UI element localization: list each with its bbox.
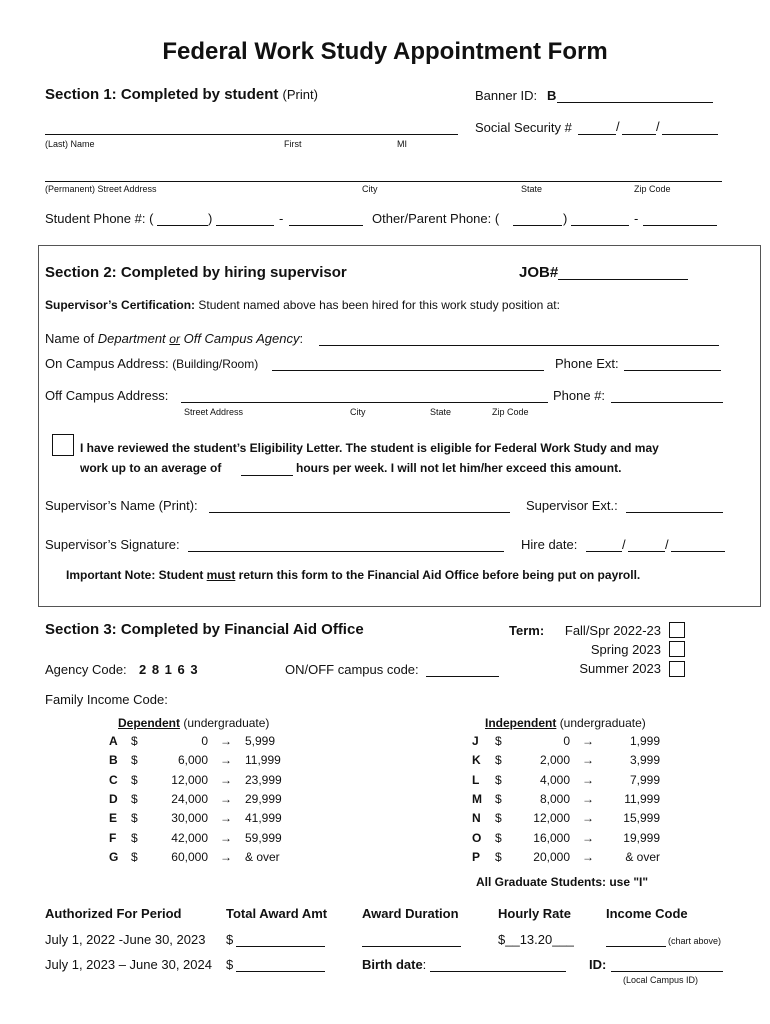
arrow-right-icon: → (220, 753, 232, 768)
supervisor-ext-field[interactable] (626, 512, 723, 513)
independent-heading (485, 716, 646, 730)
dependent-title: Dependent (118, 716, 181, 730)
department-field[interactable] (319, 345, 719, 346)
income-range-to: 7,999 (629, 772, 660, 787)
other-phone-line-field[interactable] (643, 225, 717, 226)
arrow-right-icon: → (582, 849, 594, 864)
supervisor-ext-label: Supervisor Ext.: (526, 498, 618, 513)
ssn-slash-2: / (656, 119, 660, 134)
income-code-letter: G (109, 849, 119, 864)
period-2022-2023: July 1, 2022 -June 30, 2023 (45, 932, 206, 947)
other-phone-paren: ) (563, 211, 568, 226)
income-range-from: 4,000 (539, 772, 570, 787)
income-range-from: 30,000 (171, 811, 208, 826)
on-campus-address-field[interactable] (272, 370, 544, 371)
department-prefix: Name of (45, 331, 98, 346)
income-code-letter: M (472, 791, 482, 806)
income-dollar-sign: $ (131, 830, 138, 845)
income-dollar-sign: $ (131, 811, 138, 826)
hourly-rate-value: $__13.20___ (498, 932, 574, 947)
department-label (45, 331, 303, 346)
off-zip-label: Zip Code (492, 407, 529, 417)
building-room-note: (Building/Room) (172, 357, 259, 371)
income-range-from: 16,000 (533, 830, 570, 845)
off-campus-phone-label: Phone #: (553, 388, 606, 403)
last-name-label: (Last) Name (45, 139, 95, 149)
ssn-label: Social Security # (475, 120, 572, 135)
banner-id-field[interactable] (557, 102, 713, 103)
hire-date-day-field[interactable] (628, 551, 665, 552)
street-address-label: (Permanent) Street Address (45, 184, 157, 194)
graduate-note: All Graduate Students: use "I" (476, 875, 649, 889)
income-dollar-sign: $ (131, 791, 138, 806)
income-code-field[interactable] (606, 946, 666, 947)
section1-heading (45, 86, 318, 103)
ssn-part2-field[interactable] (622, 134, 656, 135)
col-hourly-rate: Hourly Rate (498, 906, 571, 921)
hours-per-week-field[interactable] (241, 475, 293, 476)
certification-text: Student named above has been hired for this work study position at: (198, 298, 560, 312)
arrow-right-icon: → (220, 849, 232, 864)
income-range-from: 20,000 (533, 849, 570, 864)
income-range-from: 60,000 (171, 849, 208, 864)
income-code-letter: E (109, 811, 118, 826)
supervisor-signature-label: Supervisor’s Signature: (45, 537, 180, 552)
income-range-to: 11,999 (245, 753, 281, 768)
mi-label: MI (397, 139, 407, 149)
student-phone-area-field[interactable] (157, 225, 208, 226)
important-note-must: must (206, 568, 236, 582)
permanent-address-field[interactable] (45, 181, 722, 182)
other-phone-label: Other/Parent Phone: ( (372, 211, 500, 226)
on-campus-address-text: On Campus Address: (45, 356, 169, 371)
award-dollar-1: $ (226, 932, 234, 947)
income-range-to: 29,999 (245, 791, 282, 806)
income-dollar-sign: $ (495, 791, 502, 806)
off-campus-phone-field[interactable] (611, 402, 723, 403)
birth-date-label: Birth date: (362, 957, 427, 972)
income-range-from: 0 (201, 734, 208, 748)
income-code-letter: L (472, 772, 480, 787)
arrow-right-icon: → (220, 734, 232, 748)
dependent-heading (118, 716, 269, 730)
on-campus-address-label (45, 356, 258, 371)
chart-above-note: (chart above) (668, 936, 722, 946)
income-dollar-sign: $ (495, 830, 502, 845)
income-range-from: 42,000 (171, 830, 208, 845)
income-code-letter: J (472, 734, 479, 748)
department-colon: : (299, 331, 304, 346)
off-city-label: City (350, 407, 366, 417)
income-range-to: 1,999 (629, 734, 660, 748)
income-range-to: 15,999 (623, 811, 660, 826)
income-range-from: 0 (563, 734, 570, 748)
off-street-label: Street Address (184, 407, 244, 417)
income-code-letter: F (109, 830, 117, 845)
job-number-field[interactable] (558, 279, 688, 280)
arrow-right-icon: → (220, 791, 232, 806)
eligibility-checkbox[interactable] (52, 434, 74, 456)
onoff-campus-label: ON/OFF campus code: (285, 662, 419, 677)
income-code-letter: D (109, 791, 118, 806)
income-range-to: 19,999 (623, 830, 660, 845)
agency-code-label: Agency Code: (45, 662, 127, 677)
income-range-to: 59,999 (245, 830, 282, 845)
family-income-label: Family Income Code: (45, 692, 168, 707)
income-dollar-sign: $ (131, 849, 138, 864)
award-duration-field[interactable] (362, 946, 461, 947)
total-award-field-2[interactable] (236, 971, 325, 972)
agency-italic: Off Campus Agency (183, 331, 300, 346)
important-note (66, 568, 640, 582)
arrow-right-icon: → (582, 791, 594, 806)
arrow-right-icon: → (582, 772, 594, 787)
off-campus-address-field[interactable] (181, 402, 548, 403)
term-fall-spr-checkbox[interactable] (669, 622, 685, 638)
off-state-label: State (430, 407, 452, 417)
income-code-letter: O (472, 830, 482, 845)
income-code-letter: A (109, 734, 118, 748)
income-range-to: 3,999 (629, 753, 660, 768)
income-code-letter: B (109, 753, 118, 768)
income-range-to: & over (245, 849, 280, 864)
hire-date-label: Hire date: (521, 537, 578, 552)
income-range-from: 12,000 (533, 811, 570, 826)
income-range-to: 5,999 (245, 734, 276, 748)
off-campus-address-label: Off Campus Address: (45, 388, 169, 403)
other-phone-dash: - (634, 211, 639, 226)
independent-title: Independent (485, 716, 557, 730)
income-range-from: 2,000 (539, 753, 570, 768)
certification-line (45, 298, 560, 312)
term-label: Term: (509, 623, 545, 638)
income-dollar-sign: $ (131, 734, 138, 748)
important-note-b: return this form to the Financial Aid Office before being put on payroll. (235, 568, 641, 582)
birth-date-field[interactable] (430, 971, 566, 972)
student-phone-label: Student Phone #: ( (45, 211, 154, 226)
income-dollar-sign: $ (495, 734, 502, 748)
income-range-to: 23,999 (245, 772, 282, 787)
eligibility-line-2b: hours per week. I will not let him/her exceed this amount. (296, 461, 622, 475)
award-dollar-2: $ (226, 957, 234, 972)
income-range-from: 6,000 (177, 753, 208, 768)
department-italic: Department (97, 331, 166, 346)
arrow-right-icon: → (220, 811, 232, 826)
banner-id-prefix: B (547, 88, 557, 103)
ssn-part1-field[interactable] (578, 134, 616, 135)
arrow-right-icon: → (582, 830, 594, 845)
supervisor-name-field[interactable] (209, 512, 510, 513)
income-dollar-sign: $ (495, 811, 502, 826)
income-dollar-sign: $ (495, 753, 502, 768)
birth-date-text: Birth date (362, 957, 423, 972)
col-authorized-period: Authorized For Period (45, 906, 182, 921)
hire-date-year-field[interactable] (671, 551, 725, 552)
total-award-field-1[interactable] (236, 946, 325, 947)
term-fall-spr: Fall/Spr 2022-23 (564, 623, 661, 638)
agency-code-value: 2 8 1 6 3 (139, 662, 199, 677)
student-name-field[interactable] (45, 134, 458, 135)
section2-heading: Section 2: Completed by hiring supervisor (45, 264, 347, 281)
hire-date-slash-1: / (622, 537, 626, 552)
term-summer: Summer 2023 (579, 661, 661, 676)
term-spring: Spring 2023 (590, 642, 661, 657)
income-range-from: 12,000 (171, 772, 208, 787)
arrow-right-icon: → (582, 811, 594, 826)
page-title: Federal Work Study Appointment Form (162, 38, 608, 65)
independent-note: (undergraduate) (559, 716, 646, 730)
arrow-right-icon: → (582, 753, 594, 768)
local-id-label: ID: (589, 957, 607, 972)
city-label: City (362, 184, 378, 194)
other-phone-area-field[interactable] (513, 225, 562, 226)
supervisor-signature-field[interactable] (188, 551, 504, 552)
banner-id-label: Banner ID: (475, 88, 538, 103)
income-range-from: 24,000 (171, 791, 208, 806)
income-range-to: 11,999 (624, 791, 660, 806)
section3-heading: Section 3: Completed by Financial Aid Office (45, 621, 364, 638)
income-code-letter: N (472, 811, 481, 826)
section1-heading-text: Section 1: Completed by student (45, 86, 279, 103)
ssn-slash-1: / (616, 119, 620, 134)
phone-ext-field[interactable] (624, 370, 721, 371)
local-id-field[interactable] (611, 971, 723, 972)
arrow-right-icon: → (220, 772, 232, 787)
term-summer-checkbox[interactable] (669, 661, 685, 677)
local-campus-id-note: (Local Campus ID) (623, 975, 699, 985)
period-2023-2024: July 1, 2023 – June 30, 2024 (45, 957, 212, 972)
student-phone-paren: ) (208, 211, 213, 226)
zip-label: Zip Code (634, 184, 671, 194)
supervisor-name-label: Supervisor’s Name (Print): (45, 498, 198, 513)
col-income-code: Income Code (606, 906, 688, 921)
income-range-from: 8,000 (539, 791, 570, 806)
hire-date-month-field[interactable] (586, 551, 622, 552)
phone-ext-label: Phone Ext: (555, 356, 619, 371)
income-dollar-sign: $ (131, 753, 138, 768)
student-phone-line-field[interactable] (289, 225, 363, 226)
income-range-to: & over (625, 849, 660, 864)
arrow-right-icon: → (220, 830, 232, 845)
income-code-letter: K (472, 753, 481, 768)
col-award-duration: Award Duration (362, 906, 459, 921)
term-spring-checkbox[interactable] (669, 641, 685, 657)
income-dollar-sign: $ (495, 849, 502, 864)
income-dollar-sign: $ (495, 772, 502, 787)
income-code-letter: C (109, 772, 118, 787)
ssn-part3-field[interactable] (662, 134, 718, 135)
dependent-note: (undergraduate) (183, 716, 270, 730)
income-dollar-sign: $ (131, 772, 138, 787)
hire-date-slash-2: / (665, 537, 669, 552)
section1-heading-note: (Print) (282, 87, 318, 102)
department-or: or (169, 332, 180, 346)
other-phone-prefix-field[interactable] (571, 225, 629, 226)
job-number-label: JOB# (519, 264, 559, 281)
student-phone-prefix-field[interactable] (216, 225, 274, 226)
col-total-award: Total Award Amt (226, 906, 328, 921)
onoff-campus-field[interactable] (426, 676, 499, 677)
student-phone-dash: - (279, 211, 284, 226)
arrow-right-icon: → (582, 734, 594, 748)
eligibility-line-2a: work up to an average of (80, 461, 222, 475)
income-code-letter: P (472, 849, 481, 864)
state-label: State (521, 184, 543, 194)
eligibility-line-1: I have reviewed the student’s Eligibility Letter. The student is eligible for Federal Work Study and may (80, 441, 659, 455)
certification-label: Supervisor’s Certification: (45, 298, 196, 312)
important-note-a: Important Note: Student (66, 568, 207, 582)
income-range-to: 41,999 (245, 811, 282, 826)
first-name-label: First (284, 139, 302, 149)
